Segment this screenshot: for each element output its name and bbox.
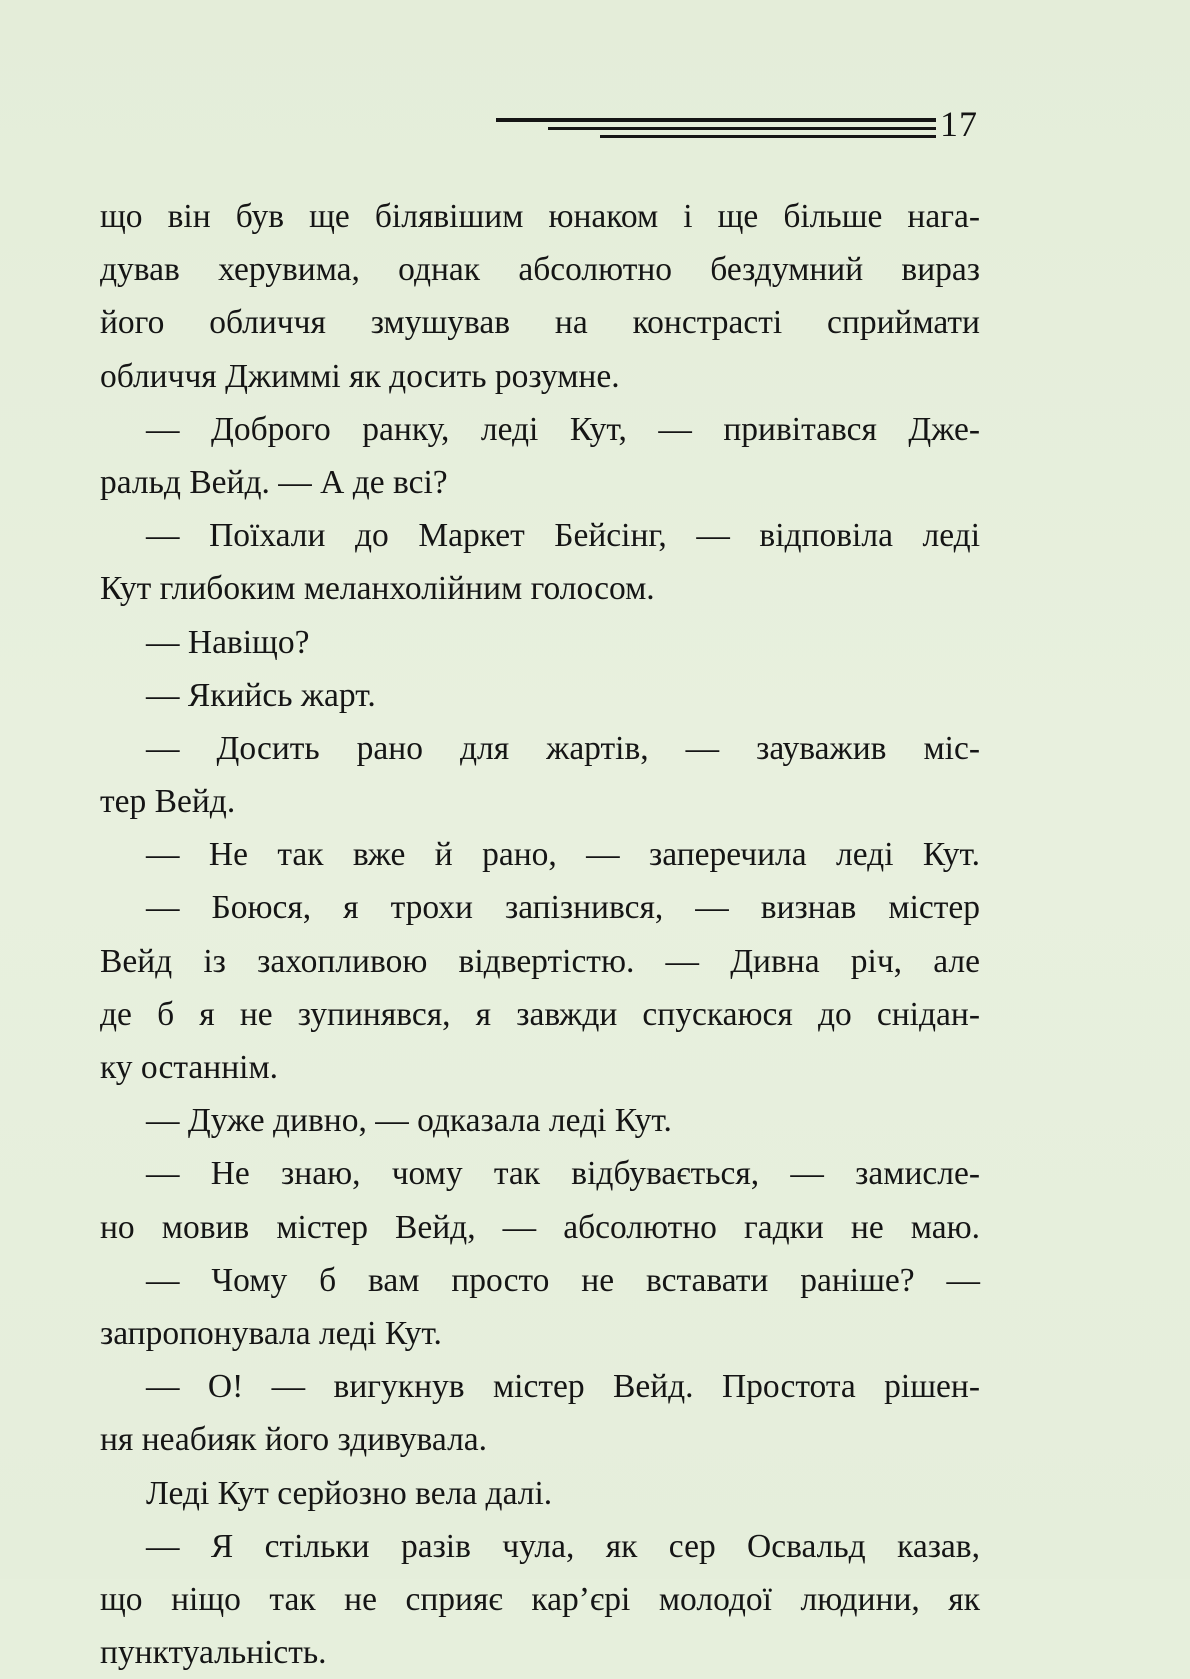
text-line: Вейд із захопливою відвертістю. — Дивна річ, але xyxy=(100,942,980,980)
header-rule-middle xyxy=(548,127,936,130)
text-line: Леді Кут серйозно вела далі. xyxy=(146,1474,553,1512)
text-line: де б я не зупинявся, я завжди спускаюся до снідан- xyxy=(100,995,980,1033)
text-line: — О! — вигукнув містер Вейд. Простота рішен- xyxy=(146,1368,980,1406)
text-line: пунктуальність. xyxy=(100,1634,327,1672)
text-line: Кут глибоким меланхолійним голосом. xyxy=(100,570,655,608)
text-line: тер Вейд. xyxy=(100,783,236,821)
header-rule-top xyxy=(496,118,936,122)
text-line: що він був ще білявішим юнаком і ще більше нага- xyxy=(100,198,980,235)
text-line: запропонувала леді Кут. xyxy=(100,1314,442,1352)
text-line: — Чому б вам просто не вставати раніше? — xyxy=(146,1261,980,1299)
page-header xyxy=(496,100,986,160)
text-line: його обличчя змушував на констрасті сприймати xyxy=(100,304,980,342)
text-line: но мовив містер Вейд, — абсолютно гадки не маю. xyxy=(100,1208,980,1246)
text-line: ральд Вейд. — А де всі? xyxy=(100,463,448,501)
text-line: дував херувима, однак абсолютно бездумний вираз xyxy=(100,251,980,289)
text-line: — Якийсь жарт. xyxy=(146,676,376,714)
text-line: — Поїхали до Маркет Бейсінг, — відповіла леді xyxy=(146,517,980,555)
text-line: — Досить рано для жартів, — зауважив міс- xyxy=(146,729,980,767)
text-line: обличчя Джиммі як досить розумне. xyxy=(100,357,620,395)
text-line: ня неабияк його здивувала. xyxy=(100,1421,488,1459)
text-line: — Навіщо? xyxy=(146,623,310,661)
text-line: — Боюся, я трохи запізнився, — визнав містер xyxy=(146,889,980,927)
text-line: — Я стільки разів чула, як сер Освальд казав, xyxy=(146,1527,980,1565)
header-rule-bottom xyxy=(600,135,936,138)
text-line: — Не так вже й рано, — заперечила леді Кут. xyxy=(146,836,980,874)
page-number: 17 xyxy=(940,104,978,144)
text-line: — Не знаю, чому так відбувається, — замисле- xyxy=(146,1155,980,1193)
body-text xyxy=(100,190,980,1679)
text-line: — Доброго ранку, леді Кут, — привітався Дже- xyxy=(146,410,980,448)
text-line: — Дуже дивно, — одказала леді Кут. xyxy=(146,1102,672,1140)
text-line: що ніщо так не сприяє кар’єрі молодої людини, як xyxy=(100,1580,980,1618)
text-line: ку останнім. xyxy=(100,1049,279,1086)
